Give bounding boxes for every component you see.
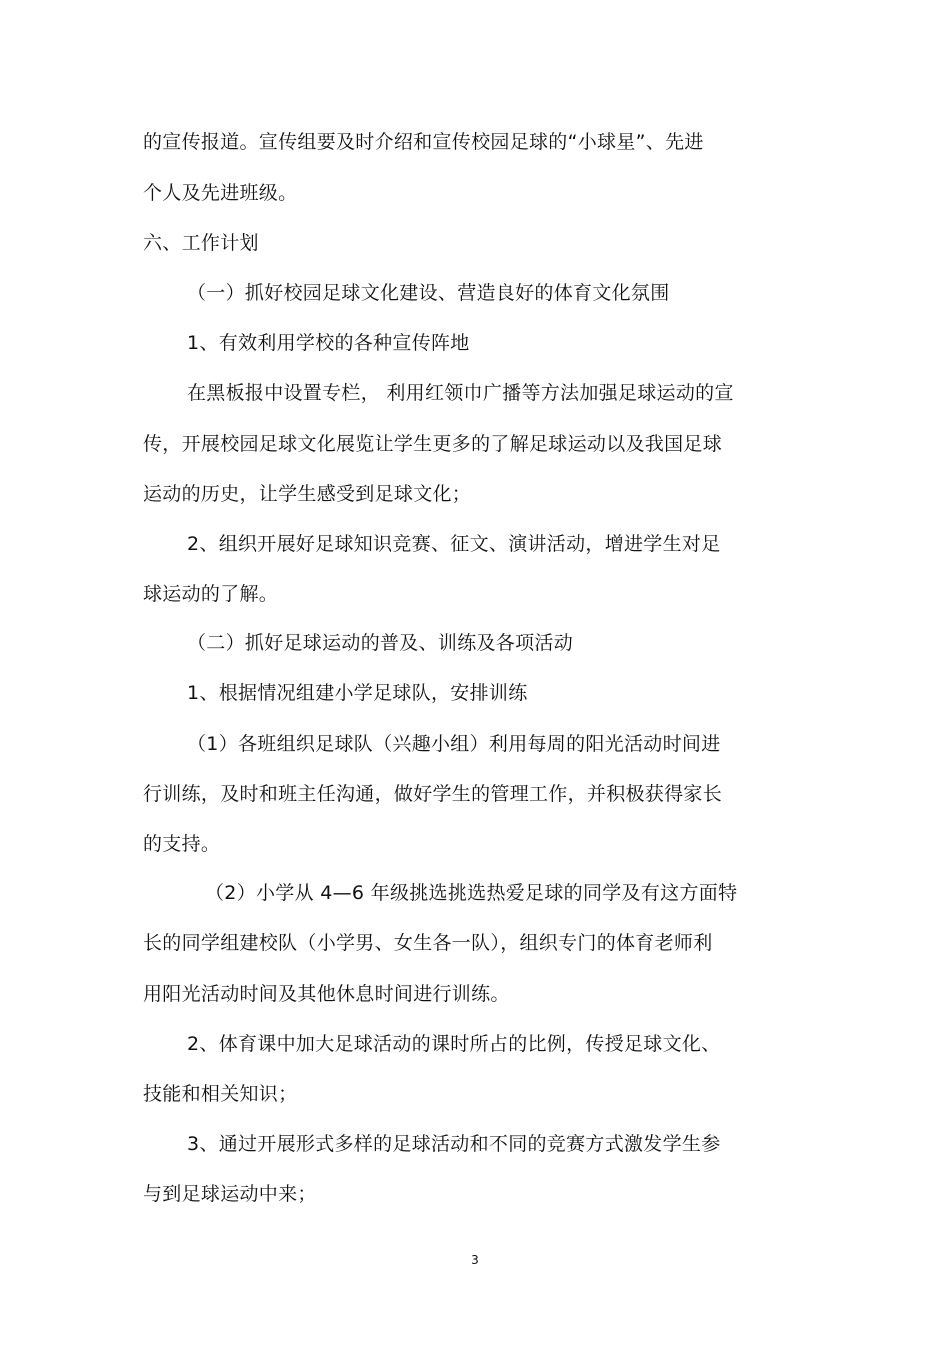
text-line: 运动的历史，让学生感受到足球文化；: [143, 483, 472, 505]
page-number: 3: [471, 1253, 479, 1267]
item-heading: 2、组织开展好足球知识竞赛、征文、演讲活动，增进学生对足: [187, 533, 721, 555]
text-line: 与到足球运动中来；: [143, 1183, 317, 1205]
text-line: 传，开展校园足球文化展览让学生更多的了解足球运动以及我国足球: [143, 433, 723, 455]
item-heading: 3、通过开展形式多样的足球活动和不同的竞赛方式激发学生参: [187, 1133, 721, 1155]
text-line: 长的同学组建校队（小学男、女生各一队），组织专门的体育老师利: [143, 932, 713, 954]
text-line: 的宣传报道。宣传组要及时介绍和宣传校园足球的“小球星”、先进: [143, 131, 704, 153]
text-line: 个人及先进班级。: [143, 182, 298, 204]
text-line: 在黑板报中设置专栏， 利用红领巾广播等方法加强足球运动的宣: [187, 382, 734, 404]
text-line: （1）各班组织足球队（兴趣小组）利用每周的阳光活动时间进: [187, 733, 721, 755]
text-line: 行训练，及时和班主任沟通，做好学生的管理工作，并积极获得家长: [143, 783, 723, 805]
text-line: 的支持。: [143, 833, 221, 855]
item-heading: 1、根据情况组建小学足球队，安排训练: [187, 682, 528, 704]
text-line: 用阳光活动时间及其他休息时间进行训练。: [143, 983, 510, 1005]
text-line: 技能和相关知识；: [143, 1083, 298, 1105]
subsection-heading: （一）抓好校园足球文化建设、营造良好的体育文化氛围: [187, 282, 670, 304]
item-heading: 1、有效利用学校的各种宣传阵地: [187, 332, 470, 354]
section-heading: 六、工作计划: [143, 232, 259, 254]
text-line: （2）小学从 4—6 年级挑选挑选热爱足球的同学及有这方面特: [205, 882, 738, 904]
item-heading: 2、体育课中加大足球活动的课时所占的比例，传授足球文化、: [187, 1033, 721, 1055]
text-line: 球运动的了解。: [143, 583, 279, 605]
subsection-heading: （二）抓好足球运动的普及、训练及各项活动: [187, 632, 574, 654]
